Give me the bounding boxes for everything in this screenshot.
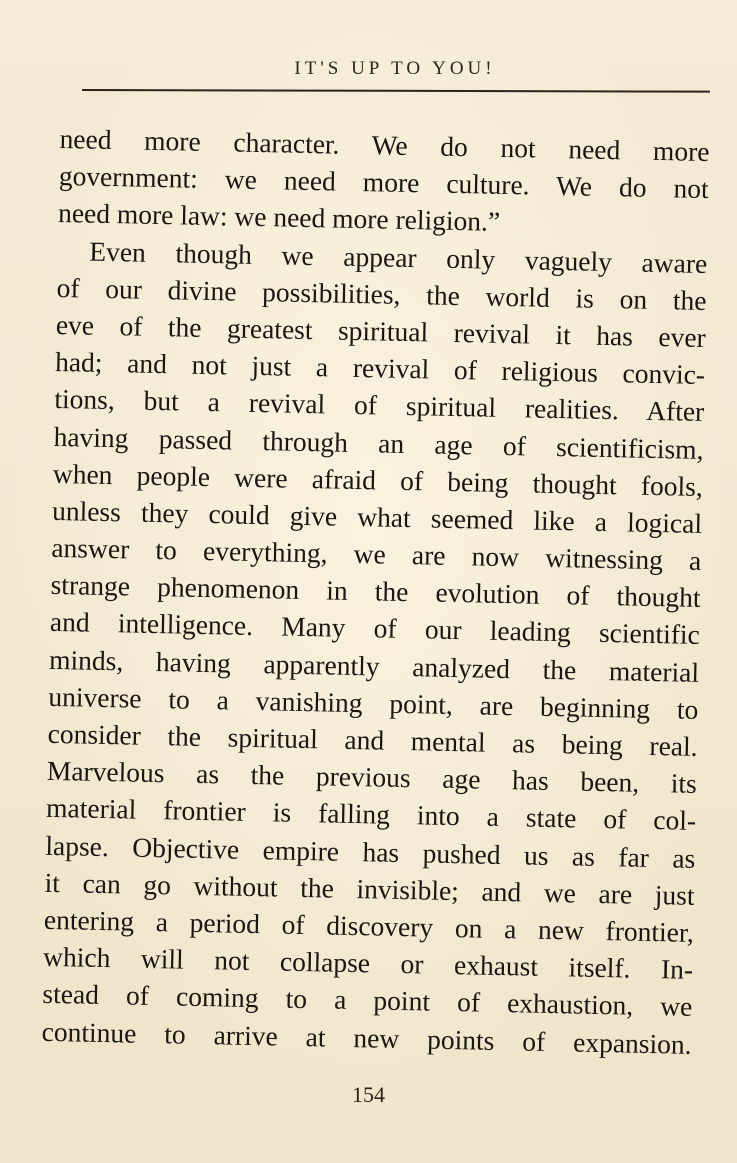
text-line: having passed through an age of scientificism, bbox=[53, 420, 704, 465]
text-line: unless they could give what seemed like a logical bbox=[51, 494, 703, 539]
text-line: consider the spiritual and mental as being real. bbox=[47, 717, 698, 762]
text-line: when people were afraid of being thought fools, bbox=[52, 457, 704, 502]
text-line: lapse. Objective empire has pushed us as far as bbox=[45, 829, 696, 874]
page-number: 154 bbox=[352, 1082, 385, 1107]
text-line: minds, having apparently analyzed the material bbox=[48, 643, 700, 688]
text-line: continue to arrive at new points of expansion. bbox=[41, 1015, 692, 1060]
text-line: material frontier is falling into a state of col- bbox=[45, 792, 697, 837]
text-line: of our divine possibilities, the world is on the bbox=[56, 271, 707, 316]
text-line: tions, but a revival of spiritual realities. After bbox=[54, 383, 705, 428]
header-rule bbox=[82, 89, 710, 93]
text-line: and intelligence. Many of our leading scientific bbox=[49, 606, 701, 651]
text-line: need more law: we need more religion.” bbox=[57, 197, 501, 238]
text-line: entering a period of discovery on a new frontier, bbox=[43, 903, 695, 948]
text-line: universe to a vanishing point, are beginning to bbox=[48, 680, 699, 725]
running-head: IT'S UP TO YOU! bbox=[294, 58, 496, 79]
text-line: strange phenomenon in the evolution of thought bbox=[50, 569, 701, 614]
text-line: eve of the greatest spiritual revival it has ever bbox=[55, 308, 707, 353]
text-line: it can go without the invisible; and we are just bbox=[44, 866, 695, 911]
text-line: answer to everything, we are now witnessing a bbox=[51, 531, 702, 577]
text-line: which will not collapse or exhaust itself. In- bbox=[42, 940, 694, 985]
text-line: Marvelous as the previous age has been, its bbox=[46, 755, 698, 800]
text-line: need more character. We do not need more bbox=[59, 122, 710, 168]
body-text bbox=[41, 120, 710, 1063]
text-line: had; and not just a revival of religious convic- bbox=[54, 346, 706, 391]
text-line: government: we need more culture. We do not bbox=[58, 160, 710, 205]
text-line: stead of coming to a point of exhaustion, we bbox=[42, 978, 693, 1023]
text-line: Even though we appear only vaguely aware bbox=[89, 235, 708, 279]
